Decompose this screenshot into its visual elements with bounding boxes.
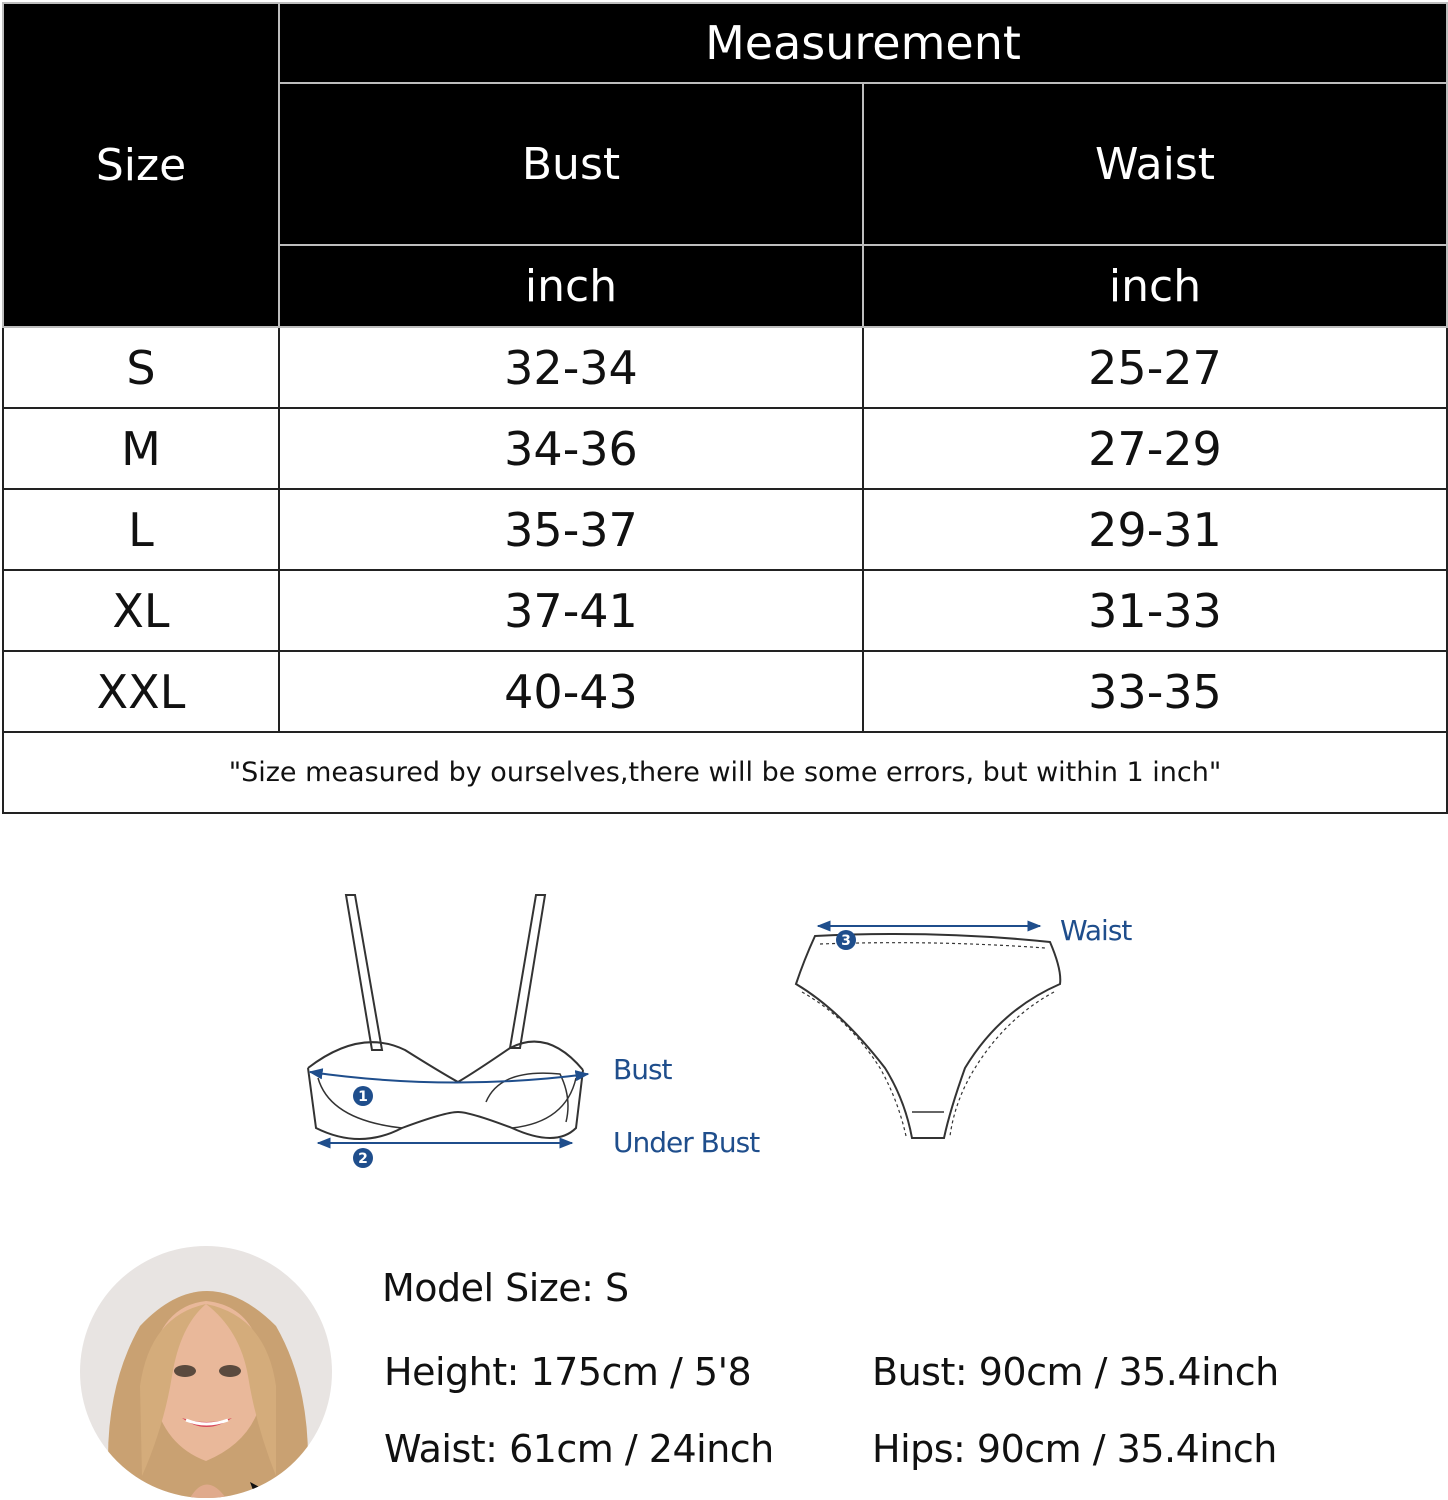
size-cell: XL [3, 570, 279, 651]
header-measurement: Measurement [279, 3, 1447, 83]
panty-leg-stitch-left [802, 992, 906, 1136]
table-row [3, 408, 1447, 489]
table-row [3, 651, 1447, 732]
waist-cell: 27-29 [863, 408, 1447, 489]
badge-1: 1 [358, 1089, 368, 1105]
bust-cell: 34-36 [279, 408, 863, 489]
model-height: Height: 175cm / 5'8 [384, 1350, 752, 1394]
bust-label: Bust [613, 1053, 672, 1086]
bust-cell: 32-34 [279, 327, 863, 408]
measurement-note: "Size measured by ourselves,there will be some errors, but within 1 inch" [3, 732, 1447, 813]
bust-cell: 40-43 [279, 651, 863, 732]
panty-outline [796, 934, 1060, 1138]
waist-cell: 33-35 [863, 651, 1447, 732]
bra-diagram [308, 895, 583, 1139]
model-avatar [80, 1246, 332, 1498]
table-row [3, 570, 1447, 651]
panty-leg-stitch-right [950, 992, 1054, 1136]
waist-cell: 29-31 [863, 489, 1447, 570]
under-bust-label: Under Bust [613, 1126, 760, 1159]
note-row [3, 732, 1447, 813]
size-cell: S [3, 327, 279, 408]
waist-cell: 31-33 [863, 570, 1447, 651]
badge-3: 3 [841, 933, 851, 949]
header-bust: Bust [279, 83, 863, 245]
badge-2: 2 [358, 1151, 368, 1167]
size-cell: XXL [3, 651, 279, 732]
header-waist: Waist [863, 83, 1447, 245]
table-row [3, 489, 1447, 570]
header-size: Size [3, 3, 279, 327]
under-bust-measure-line [318, 1126, 760, 1168]
size-cell: L [3, 489, 279, 570]
waist-cell: 25-27 [863, 327, 1447, 408]
table-row [3, 327, 1447, 408]
model-size: Model Size: S [382, 1266, 629, 1310]
right-strap [510, 895, 545, 1048]
panty-diagram [796, 934, 1060, 1138]
header-waist-unit: inch [863, 245, 1447, 327]
size-chart-table [2, 2, 1448, 814]
model-waist: Waist: 61cm / 24inch [384, 1427, 774, 1471]
measurement-diagrams [0, 860, 1448, 1190]
waist-label: Waist [1060, 914, 1132, 947]
size-cell: M [3, 408, 279, 489]
model-bust: Bust: 90cm / 35.4inch [872, 1350, 1279, 1394]
waist-measure-line [818, 914, 1132, 950]
model-hips: Hips: 90cm / 35.4inch [872, 1427, 1277, 1471]
bust-cell: 35-37 [279, 489, 863, 570]
bust-cell: 37-41 [279, 570, 863, 651]
header-bust-unit: inch [279, 245, 863, 327]
left-strap [346, 895, 382, 1050]
